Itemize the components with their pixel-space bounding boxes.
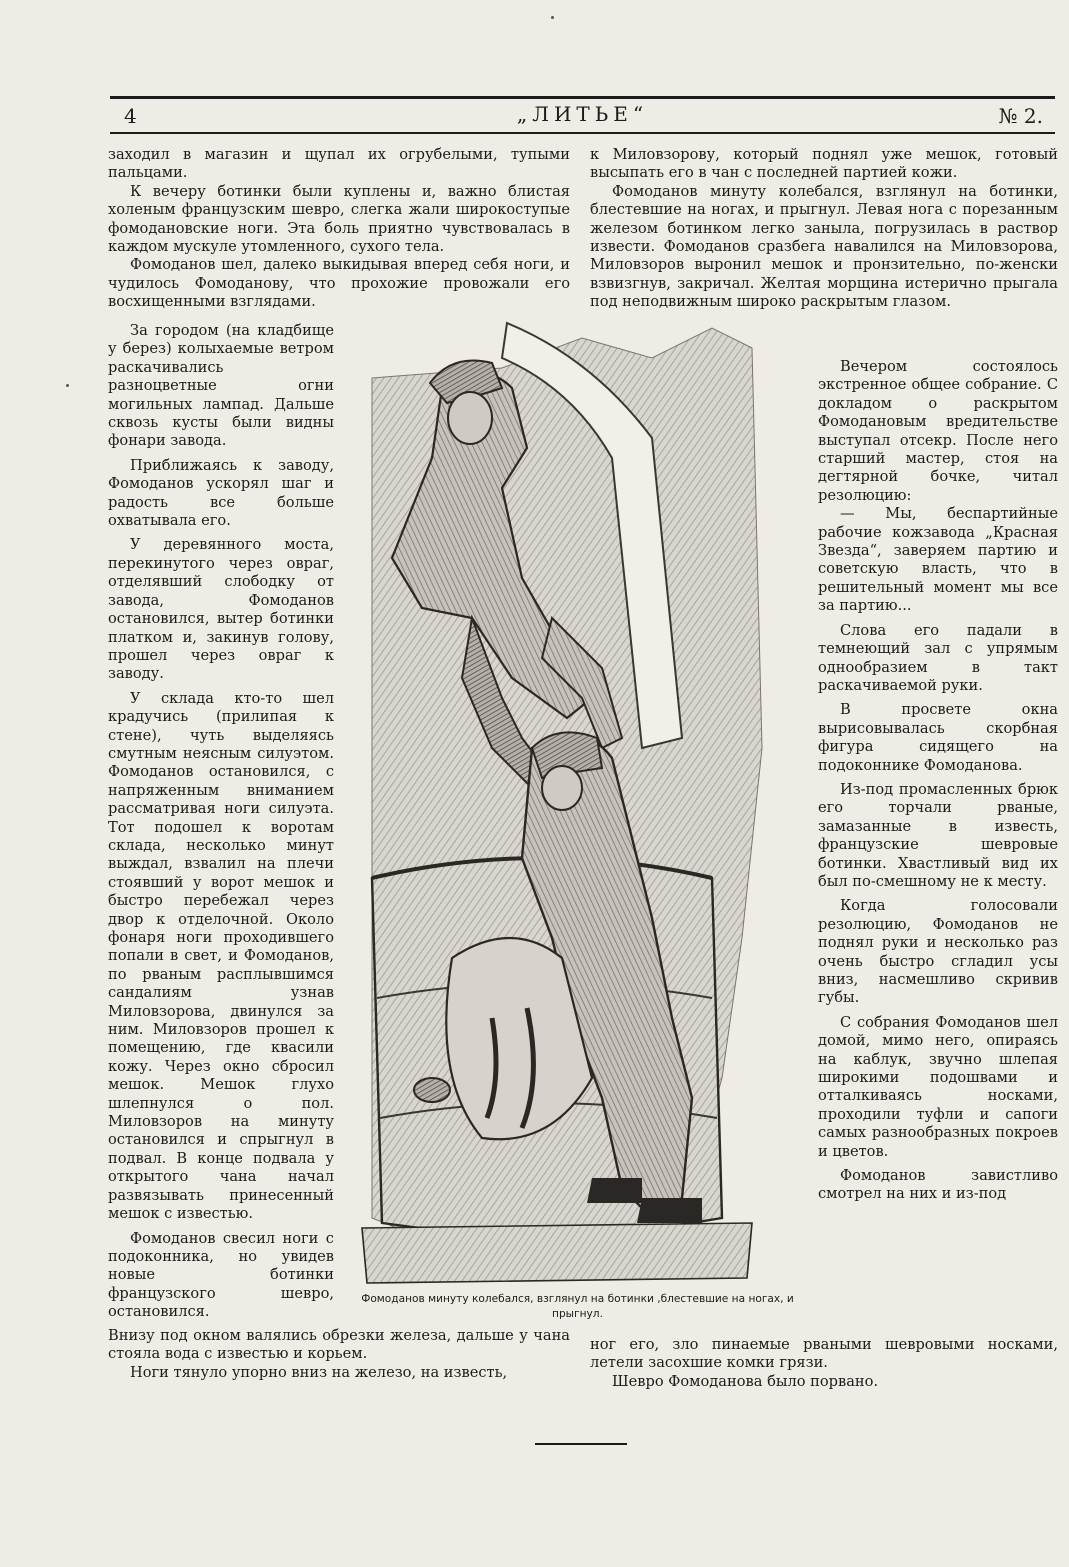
paragraph: Когда голосовали резолюцию, Фомоданов не поднял руки и несколько раз очень быстро сгладил усы вниз, насмешливо скривив губы. <box>818 897 1058 1007</box>
running-header <box>110 102 1055 130</box>
top-rule <box>110 96 1055 99</box>
paragraph: К вечеру ботинки были куплены и, важно блистая холеным французским шевро, слегка жали широкоступые фомодановские ноги. Эта боль приятно чувствовалась в каждом мускуле утомленного, сухого тела. <box>108 182 570 256</box>
print-speck <box>66 384 69 387</box>
journal-title: „ЛИТЬЕ“ <box>516 102 649 126</box>
paragraph: Фомоданов минуту колебался, взглянул на ботинки, блестевшие на ногах, и прыгнул. Левая нога с порезанным железом ботинком легко заныла, погрузилась в раствор извести. Фомоданов сразбега навалился на Миловзорова, Миловзоров выронил мешок и пронзительно, по-женски взвизгнув, закричал. Желтая морщина истерично прыгала под неподвижным широко раскрытым глазом. <box>590 182 1058 311</box>
print-speck <box>551 16 554 19</box>
paragraph: Фомоданов шел, далеко выкидывая вперед себя ноги, и чудилось Фомоданову, что прохожие провожали его восхищенными взглядами. <box>108 256 570 311</box>
paragraph: Из-под промасленных брюк его торчали рваные, замазанные в известь, французские шевровые ботинки. Хвастливый вид их был по-смешному не к месту. <box>818 780 1058 890</box>
paragraph: У склада кто-то шел крадучись (прилипая к стене), чуть выделяясь смутным неясным силуэтом. Фомоданов остановился, с напряженным вниманием рассматривая ноги силуэта. Тот подошел к воротам склада, несколько минут выждал, взвалил на плечи стоявший у ворот мешок и быстро перебежал через двор к отделочной. Около фонаря ноги проходившего попали в свет, и Фомоданов, по рваным расплывшимся сандалиям узнав Миловзорова, двинулся за ним. Миловзоров прошел к помещению, где квасили кожу. Через окно сбросил мешок. Мешок глухо шлепнулся о пол. Миловзоров на минуту остановился и спрыгнул в подвал. В конце подвала у открытого чана начал развязывать принесенный мешок с известью. <box>108 689 334 1223</box>
paragraph: Вечером состоялось экстренное общее собрание. С докладом о раскрытом Фомодановым вредительстве выступал отсекр. После него старший мастер, стоя на дегтярной бочке, читал резолюцию: <box>818 358 1058 504</box>
right-column-bottom <box>590 1336 1058 1391</box>
paragraph: ног его, зло пинаемые рваными шевровыми носками, летели засохшие комки грязи. <box>590 1336 1058 1372</box>
paragraph: Слова его падали в темнеющий зал с упрямым однообразием в такт раскачиваемой руки. <box>818 621 1058 694</box>
paragraph: За городом (на кладбище у берез) колыхаемые ветром раскачивались разноцветные огни могильных лампад. Дальше сквозь кусты были видны фонари завода. <box>108 322 334 450</box>
issue-number: № 2. <box>998 104 1043 128</box>
illustration-caption: Фомоданов минуту колебался, взглянул на ботинки ,блестевшие на ногах, и прыгнул. <box>361 1293 794 1320</box>
illustration <box>352 318 772 1290</box>
paragraph: к Миловзорову, который поднял уже мешок, готовый высыпать его в чан с последней партией кожи. <box>590 146 1058 182</box>
paragraph: Фомоданов завистливо смотрел на них и из-под <box>818 1167 1058 1203</box>
paragraph: Фомоданов свесил ноги с подоконника, но увидев новые ботинки французского шевро, остановился. <box>108 1229 334 1321</box>
page-number: 4 <box>124 104 137 128</box>
end-rule <box>535 1443 627 1445</box>
right-column-top <box>590 146 1058 312</box>
paragraph: Ноги тянуло упорно вниз на железо, на известь, <box>130 1363 508 1381</box>
left-column-bottom <box>108 1327 570 1382</box>
left-column-top <box>108 146 570 312</box>
paragraph: Внизу под окном валялись обрезки железа, дальше у чана стояла вода с известью и корьем. <box>108 1327 570 1363</box>
right-column-narrow <box>818 358 1058 1204</box>
left-column-narrow <box>108 322 334 1322</box>
paragraph: У деревянного моста, перекинутого через овраг, отделявший слободку от завода, Фомоданов остановился, вытер ботинки платком и, закинув голову, прошел через овраг к заводу. <box>108 536 334 683</box>
header-rule <box>110 132 1055 134</box>
paragraph: С собрания Фомоданов шел домой, мимо него, опираясь на каблук, звучно шлепая широкими подошвами и отталкиваясь носками, проходили туфли и сапоги самых разнообразных покроев и цветов. <box>818 1013 1058 1160</box>
paragraph: заходил в магазин и щупал их огрубелыми, тупыми пальцами. <box>108 146 570 182</box>
paragraph: В просвете окна вырисовывалась скорбная фигура сидящего на подоконнике Фомоданова. <box>818 701 1058 774</box>
paragraph: Шевро Фомоданова было порвано. <box>612 1372 879 1390</box>
paragraph: — Мы, беспартийные рабочие кожзавода „Красная Звезда“, заверяем партию и советскую власть, что в решительный момент мы все за партию... <box>818 505 1058 615</box>
paragraph: Приближаясь к заводу, Фомоданов ускорял шаг и радость все больше охватывала его. <box>108 456 334 530</box>
